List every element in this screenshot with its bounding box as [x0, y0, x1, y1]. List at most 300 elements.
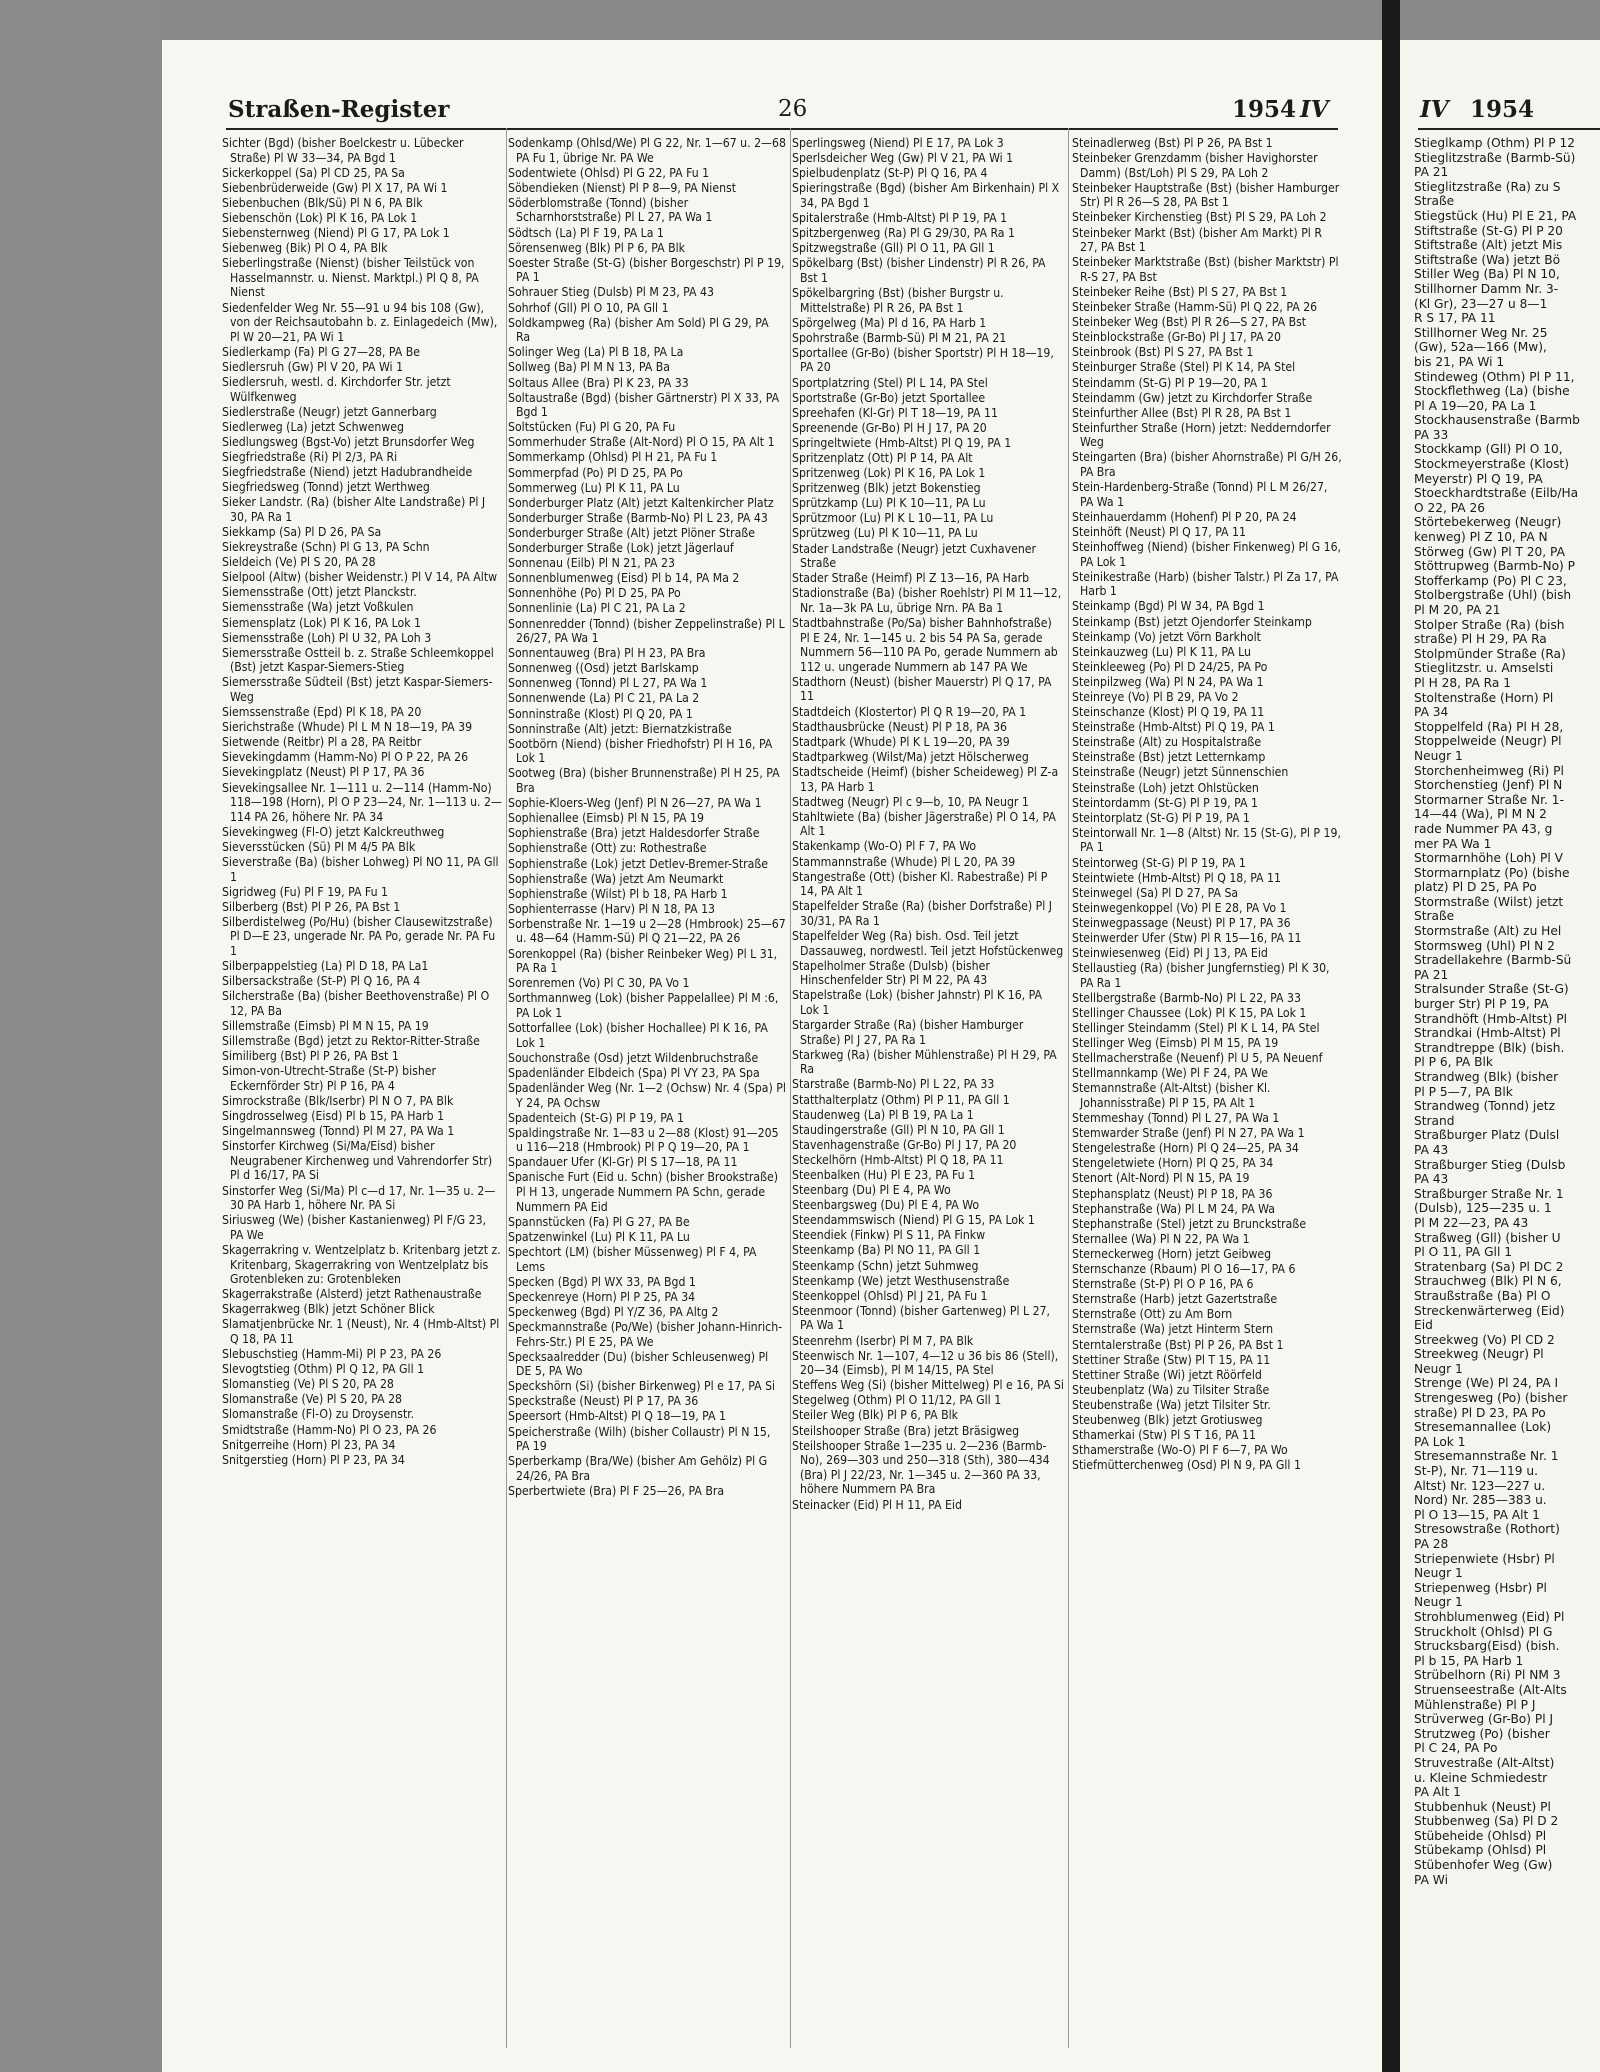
register-entry: Steffens Weg (Si) (bisher Mittelweg) Pl e 16, PA Si	[792, 1378, 1064, 1393]
register-entry: Stakenkamp (Wo-O) Pl F 7, PA Wo	[792, 839, 977, 854]
register-entry-fragment: Pl H 28, PA Ra 1	[1414, 675, 1511, 690]
register-entry: Steendammswisch (Niend) Pl G 15, PA Lok 1	[792, 1213, 1035, 1228]
page-number: 26	[778, 96, 808, 122]
register-entry-fragment: Mühlenstraße) Pl P J	[1414, 1697, 1536, 1712]
register-entry: Sonnenweg (Tonnd) Pl L 27, PA Wa 1	[508, 676, 708, 691]
register-entry: Steenbalken (Hu) Pl E 23, PA Fu 1	[792, 1167, 976, 1182]
register-entry: Smidtstraße (Hamm-No) Pl O 23, PA 26	[222, 1422, 437, 1437]
register-entry: Sperlingsweg (Niend) Pl E 17, PA Lok 3	[792, 136, 1004, 150]
register-entry: Stengelestraße (Horn) Pl Q 24—25, PA 34	[1072, 1141, 1299, 1156]
register-entry-fragment: Stillhorner Weg Nr. 25	[1414, 325, 1548, 340]
register-entry-fragment: (Gw), 52a—166 (Mw),	[1414, 340, 1547, 355]
register-entry: Souchonstraße (Osd) jetzt Wildenbruchstraße	[508, 1050, 759, 1065]
register-entry: Steingarten (Bra) (bisher Ahornstraße) Pl G/H 26, PA Bra	[1072, 450, 1342, 480]
register-entry-fragment: Stralsunder Straße (St-G)	[1414, 982, 1569, 997]
register-entry: Similiberg (Bst) Pl P 26, PA Bst 1	[222, 1049, 399, 1064]
register-entry: Siedlungsweg (Bgst-Vo) jetzt Brunsdorfer Weg	[222, 434, 475, 449]
register-entry: Steinhauerdamm (Hohenf) Pl P 20, PA 24	[1072, 509, 1297, 524]
register-entry: Steinstraße (Hmb-Altst) Pl Q 19, PA 1	[1072, 720, 1275, 735]
register-entry: Stiefmütterchenweg (Osd) Pl N 9, PA Gll 1	[1072, 1458, 1301, 1473]
register-column-2	[508, 136, 786, 1499]
register-entry: Stemannstraße (Alt-Altst) (bisher Kl. Johannisstraße) Pl P 15, PA Alt 1	[1072, 1081, 1271, 1110]
register-entry-fragment: Pl C 24, PA Po	[1414, 1741, 1498, 1756]
register-entry: Steinstraße (Loh) jetzt Ohlstücken	[1072, 780, 1259, 795]
register-entry-fragment: Strenge (We) Pl 24, PA I	[1414, 1376, 1559, 1391]
register-entry: Stellbergstraße (Barmb-No) Pl L 22, PA 33	[1072, 990, 1301, 1005]
register-entry: Stellmacherstraße (Neuenf) Pl U 5, PA Neuenf	[1072, 1051, 1323, 1066]
register-entry-fragment: Pl A 19—20, PA La 1	[1414, 398, 1537, 413]
register-entry: Sommerkamp (Ohlsd) Pl H 21, PA Fu 1	[508, 450, 718, 465]
register-entry: Snitgerstieg (Horn) Pl P 23, PA 34	[222, 1452, 405, 1467]
register-entry-fragment: Stindeweg (Othm) Pl P 11,	[1414, 369, 1575, 384]
register-entry: Stellaustieg (Ra) (bisher Jungfernstieg) Pl K 30, PA Ra 1	[1072, 961, 1330, 990]
register-entry-fragment: PA 33	[1414, 427, 1449, 442]
register-entry: Sternallee (Wa) Pl N 22, PA Wa 1	[1072, 1231, 1250, 1246]
register-column-1	[222, 136, 502, 1468]
register-entry-fragment: Stresowstraße (Rothort)	[1414, 1522, 1560, 1537]
register-entry-fragment: Struvestraße (Alt-Altst)	[1414, 1755, 1555, 1770]
register-entry: Silberberg (Bst) Pl P 26, PA Bst 1	[222, 899, 401, 914]
register-entry: Sigridweg (Fu) Pl F 19, PA Fu 1	[222, 884, 388, 899]
register-entry: Staudingerstraße (Gll) Pl N 10, PA Gll 1	[792, 1122, 1005, 1137]
register-entry: Siekkamp (Sa) Pl D 26, PA Sa	[222, 524, 382, 539]
register-entry-fragment: straße) Pl H 29, PA Ra	[1414, 632, 1547, 647]
register-entry: Sinstorfer Weg (Si/Ma) Pl c—d 17, Nr. 1—35 u. 2—30 PA Harb 1, höhere Nr. PA Si	[222, 1183, 496, 1213]
register-entry-fragment: Stolbergstraße (Uhl) (bish	[1414, 588, 1572, 603]
register-entry-fragment: Stormarner Straße Nr. 1-	[1414, 792, 1564, 807]
register-entry: Sternstraße (Harb) jetzt Gazertstraße	[1072, 1292, 1278, 1307]
register-entry: Slomanstraße (Fl-O) zu Droysenstr.	[222, 1407, 415, 1422]
register-entry: Soldkampweg (Ra) (bisher Am Sold) Pl G 29, PA Ra	[508, 315, 769, 345]
register-entry: Stapelstraße (Lok) (bisher Jahnstr) Pl K 16, PA Lok 1	[792, 988, 1042, 1017]
register-entry-fragment: Neugr 1	[1414, 1595, 1463, 1610]
register-entry-fragment: Stillhorner Damm Nr. 3-	[1414, 281, 1559, 296]
register-entry: Siedlersruh, westl. d. Kirchdorfer Str. jetzt Wülfkenweg	[222, 375, 451, 404]
register-entry-fragment: Stieglkamp (Othm) Pl P 12	[1414, 136, 1576, 150]
register-entry: Spielbudenplatz (St-P) Pl Q 16, PA 4	[792, 166, 988, 181]
register-entry: Sielpool (Altw) (bisher Weidenstr.) Pl V 14, PA Altw	[222, 570, 498, 585]
register-entry: Steinfurther Straße (Horn) jetzt: Nedderndorfer Weg	[1072, 420, 1331, 450]
register-entry: Sohrauer Stieg (Dulsb) Pl M 23, PA 43	[508, 285, 714, 300]
register-entry-fragment: Strutzweg (Po) (bisher	[1414, 1726, 1550, 1741]
register-entry-fragment: Stoeckhardtstraße (Eilb/Ha	[1414, 486, 1579, 501]
register-entry: Södtsch (La) Pl F 19, PA La 1	[508, 225, 664, 240]
register-entry: Stephansplatz (Neust) Pl P 18, PA 36	[1072, 1186, 1273, 1201]
register-entry: Speckenreye (Horn) Pl P 25, PA 34	[508, 1289, 696, 1304]
register-entry: Sohrhof (Gll) Pl O 10, PA Gll 1	[508, 300, 669, 315]
register-entry: Stadthorn (Neust) (bisher Mauerstr) Pl Q 17, PA 11	[792, 674, 1052, 704]
register-entry: Stadtbahnstraße (Po/Sa) bisher Bahnhofstraße) Pl E 24, Nr. 1—145 u. 2 bis 54 PA Sa, gerade Nummern 56—110 PA Po, gerade Nummern ab 112 u. ungerade Nummern ab 147 PA We	[792, 616, 1058, 674]
register-entry-fragment: PA 43	[1414, 1142, 1449, 1157]
register-entry-fragment: Stiegstück (Hu) Pl E 21, PA	[1414, 208, 1577, 223]
register-entry-fragment: Streckenwärterweg (Eid)	[1414, 1303, 1565, 1318]
register-entry: Sonderburger Straße (Lok) jetzt Jägerlauf	[508, 541, 734, 556]
register-entry-fragment: Streekweg (Vo) Pl CD 2	[1414, 1332, 1555, 1347]
register-entry: Steubenstraße (Wa) jetzt Tilsiter Str.	[1072, 1397, 1271, 1412]
register-entry: Spritzenplatz (Ott) Pl P 14, PA Alt	[792, 450, 973, 465]
register-entry: Speicherstraße (Wilh) (bisher Collaustr) Pl N 15, PA 19	[508, 1424, 771, 1454]
register-entry-fragment: Stormarnhöhe (Loh) Pl V	[1414, 851, 1563, 866]
register-entry: Staudenweg (La) Pl B 19, PA La 1	[792, 1107, 974, 1122]
register-entry: Sportstraße (Gr-Bo) jetzt Sportallee	[792, 390, 986, 405]
register-entry: Sommerweg (Lu) Pl K 11, PA Lu	[508, 480, 680, 495]
register-entry: Sommerhuder Straße (Alt-Nord) Pl O 15, PA Alt 1	[508, 435, 775, 450]
register-entry-fragment: Straußstraße (Ba) Pl O	[1414, 1288, 1551, 1303]
register-entry: Steintorwall Nr. 1—8 (Altst) Nr. 15 (St-G), Pl P 19, PA 1	[1072, 825, 1341, 855]
register-entry: Spökelbarg (Bst) (bisher Lindenstr) Pl R 26, PA Bst 1	[792, 256, 1046, 285]
register-entry: Stegelweg (Othm) Pl O 11/12, PA Gll 1	[792, 1393, 1002, 1408]
right-header-rule	[1418, 128, 1600, 130]
register-entry: Skagerrakring v. Wentzelplatz b. Kritenbarg jetzt z. Kritenbarg, Skagerrakring von Wentzelplatz bis Grotenbleken zu: Grotenbleken	[222, 1242, 501, 1287]
register-entry: Siebensternweg (Niend) Pl G 17, PA Lok 1	[222, 226, 450, 241]
register-entry-fragment: rade Nummer PA 43, g	[1414, 821, 1553, 836]
register-entry-fragment: 14—44 (Wa), Pl M N 2	[1414, 807, 1547, 822]
register-entry: Sorbenstraße Nr. 1—19 u 2—28 (Hmbrook) 25—67 u. 48—64 (Hamm-Sü) Pl Q 21—22, PA 26	[508, 916, 786, 946]
register-entry: Steintwiete (Hmb-Altst) Pl Q 18, PA 11	[1072, 870, 1281, 885]
register-entry: Stettiner Straße (Wi) jetzt Röörfeld	[1072, 1367, 1262, 1382]
register-entry-fragment: Pl b 15, PA Harb 1	[1414, 1653, 1524, 1668]
register-entry: Singdrosselweg (Eisd) Pl b 15, PA Harb 1	[222, 1109, 445, 1124]
register-entry: Siemensstraße (Loh) Pl U 32, PA Loh 3	[222, 630, 432, 645]
register-entry: Sievekingplatz (Neust) Pl P 17, PA 36	[222, 765, 425, 780]
register-entry: Sperlsdeicher Weg (Gw) Pl V 21, PA Wi 1	[792, 151, 1014, 166]
register-entry: Silberpappelstieg (La) Pl D 18, PA La1	[222, 959, 429, 974]
register-entry: Steinreye (Vo) Pl B 29, PA Vo 2	[1072, 689, 1239, 704]
register-entry-fragment: Strucksbarg(Eisd) (bish.	[1414, 1639, 1560, 1654]
register-entry: Sillemstraße (Eimsb) Pl M N 15, PA 19	[222, 1019, 429, 1034]
register-entry: Slomanstieg (Ve) Pl S 20, PA 28	[222, 1377, 394, 1392]
register-entry: Steinikestraße (Harb) (bisher Talstr.) Pl Za 17, PA Harb 1	[1072, 569, 1339, 599]
register-entry: Siemssenstraße (Epd) Pl K 18, PA 20	[222, 705, 422, 720]
register-entry: Siekreystraße (Schn) Pl G 13, PA Schn	[222, 540, 430, 555]
register-entry: Stadionstraße (Ba) (bisher Roehlstr) Pl M 11—12, Nr. 1a—3k PA Lu, übrige Nrn. PA Ba 1	[792, 586, 1062, 615]
register-entry-fragment: (Dulsb), 125—235 u. 1	[1414, 1201, 1552, 1216]
register-entry: Steinburger Straße (Stel) Pl K 14, PA Stel	[1072, 360, 1296, 375]
right-register-column	[1414, 136, 1600, 1887]
register-entry: Spadenländer Elbdeich (Spa) Pl VY 23, PA Spa	[508, 1065, 760, 1080]
register-entry: Stadtpark (Whude) Pl K L 19—20, PA 39	[792, 734, 1010, 749]
register-entry: Söderblomstraße (Tonnd) (bisher Scharnhorststraße) Pl L 27, PA Wa 1	[508, 195, 713, 225]
register-entry: Siebenbuchen (Blk/Sü) Pl N 6, PA Blk	[222, 195, 423, 210]
register-entry-fragment: platz) Pl D 25, PA Po	[1414, 880, 1537, 895]
register-entry: Siemersstraße Südteil (Bst) jetzt Kaspar-Siemers-Weg	[222, 675, 493, 704]
register-entry: Spandauer Ufer (Kl-Gr) Pl S 17—18, PA 11	[508, 1155, 738, 1170]
register-entry: Steenkamp (Schn) jetzt Suhmweg	[792, 1258, 979, 1273]
column-rule-2	[790, 128, 791, 2048]
register-entry-fragment: Straßweg (Gll) (bisher U	[1414, 1230, 1561, 1245]
register-entry-fragment: Neugr 1	[1414, 1566, 1463, 1581]
register-entry: Siebenschön (Lok) Pl K 16, PA Lok 1	[222, 210, 418, 225]
register-entry: Steinkleeweg (Po) Pl D 24/25, PA Po	[1072, 659, 1268, 674]
register-entry: Steinacker (Eid) Pl H 11, PA Eid	[792, 1497, 962, 1512]
register-entry: Sonderburger Straße (Barmb-No) Pl L 23, PA 43	[508, 510, 768, 525]
register-entry: Steinbeker Marktstraße (Bst) (bisher Marktstr) Pl R-S 27, PA Bst	[1072, 255, 1339, 284]
register-entry: Stapelfelder Straße (Ra) (bisher Dorfstraße) Pl J 30/31, PA Ra 1	[792, 899, 1053, 928]
register-entry-fragment: Stiftstraße (Wa) jetzt Bö	[1414, 252, 1561, 267]
register-entry: Steinbeker Markt (Bst) (bisher Am Markt) Pl R 27, PA Bst 1	[1072, 225, 1322, 255]
register-entry: Sietwende (Reitbr) Pl a 28, PA Reitbr	[222, 735, 422, 750]
column-rule-1	[506, 128, 507, 2048]
register-entry-fragment: straße) Pl D 23, PA Po	[1414, 1405, 1546, 1420]
register-entry: Siebenweg (Bik) Pl O 4, PA Blk	[222, 241, 388, 256]
register-entry-fragment: PA 28	[1414, 1537, 1449, 1551]
register-entry-fragment: Nord) Nr. 285—383 u.	[1414, 1493, 1547, 1508]
column-rule-3	[1068, 128, 1069, 2048]
register-entry: Stemmeshay (Tonnd) Pl L 27, PA Wa 1	[1072, 1111, 1280, 1126]
register-entry-fragment: Eid	[1414, 1318, 1433, 1333]
register-entry: Snitgerreihe (Horn) Pl 23, PA 34	[222, 1437, 396, 1452]
register-entry-fragment: Stubbenhuk (Neust) Pl	[1414, 1799, 1551, 1814]
register-entry: Silbersackstraße (St-P) Pl Q 16, PA 4	[222, 974, 421, 989]
register-entry: Stellinger Weg (Eimsb) Pl M 15, PA 19	[1072, 1036, 1279, 1051]
register-entry: Siebenbrüderweide (Gw) Pl X 17, PA Wi 1	[222, 180, 448, 195]
register-entry: Sonnenhöhe (Po) Pl D 25, PA Po	[508, 586, 681, 601]
register-entry: Slomanstraße (Ve) Pl S 20, PA 28	[222, 1392, 403, 1407]
register-entry: Starkweg (Ra) (bisher Mühlenstraße) Pl H 29, PA Ra	[792, 1047, 1057, 1077]
register-entry: Steenkamp (We) jetzt Westhusenstraße	[792, 1273, 1010, 1288]
register-entry: Silberdistelweg (Po/Hu) (bisher Clausewitzstraße) Pl D—E 23, ungerade Nr. PA Po, gerade Nr. PA Fu 1	[222, 914, 496, 959]
register-entry: Spatzenwinkel (Lu) Pl K 11, PA Lu	[508, 1229, 690, 1244]
register-entry: Sportallee (Gr-Bo) (bisher Sportstr) Pl H 18—19, PA 20	[792, 345, 1054, 375]
register-entry: Sophienterrasse (Harv) Pl N 18, PA 13	[508, 901, 716, 916]
register-entry: Sorthmannweg (Lok) (bisher Pappelallee) Pl M :6, PA Lok 1	[508, 991, 779, 1020]
register-entry-fragment: Stolpmünder Straße (Ra)	[1414, 646, 1566, 661]
register-entry: Spechtort (LM) (bisher Müssenweg) Pl F 4, PA Lems	[508, 1244, 757, 1274]
register-entry-fragment: PA Alt 1	[1414, 1785, 1461, 1800]
register-entry: Siedlerweg (La) jetzt Schwenweg	[222, 419, 404, 434]
register-entry-fragment: Straßburger Platz (Dulsl	[1414, 1128, 1560, 1143]
register-entry-fragment: Stockkamp (Gll) Pl O 10,	[1414, 442, 1563, 457]
register-entry: Spohrstraße (Barmb-Sü) Pl M 21, PA 21	[792, 330, 1007, 345]
register-entry: Sperberkamp (Bra/We) (bisher Am Gehölz) Pl G 24/26, PA Bra	[508, 1454, 768, 1483]
register-entry-fragment: Strandweg (Blk) (bisher	[1414, 1070, 1559, 1084]
register-entry: Siegfriedsweg (Tonnd) jetzt Werthweg	[222, 480, 430, 495]
register-entry: Soltaustraße (Bgd) (bisher Gärtnerstr) Pl X 33, PA Bgd 1	[508, 390, 780, 420]
register-entry: Sorenremen (Vo) Pl C 30, PA Vo 1	[508, 976, 690, 991]
register-entry-fragment: burger Str) Pl P 19, PA	[1414, 997, 1549, 1012]
register-entry: Sonnenau (Eilb) Pl N 21, PA 23	[508, 556, 675, 571]
register-entry: Spitzbergenweg (Ra) Pl G 29/30, PA Ra 1	[792, 226, 1015, 241]
register-entry: Specken (Bgd) Pl WX 33, PA Bgd 1	[508, 1274, 696, 1289]
register-entry-fragment: Strandhöft (Hmb-Altst) Pl	[1414, 1011, 1568, 1026]
register-entry: Siemensplatz (Lok) Pl K 16, PA Lok 1	[222, 615, 422, 630]
register-entry-fragment: PA 43	[1414, 1172, 1449, 1187]
register-entry: Stammannstraße (Whude) Pl L 20, PA 39	[792, 854, 1016, 869]
register-entry: Sottorfallee (Lok) (bisher Hochallee) Pl K 16, PA Lok 1	[508, 1021, 768, 1050]
register-entry: Spadenteich (St-G) Pl P 19, PA 1	[508, 1110, 684, 1125]
register-entry: Sinstorfer Kirchweg (Si/Ma/Eisd) bisher Neugrabener Kirchenweg und Vahrendorfer Str) Pl d 16/17, PA Si	[222, 1139, 493, 1183]
register-entry: Steubenplatz (Wa) zu Tilsiter Straße	[1072, 1382, 1270, 1397]
register-entry: Stadtscheide (Heimf) (bisher Scheideweg) Pl Z-a 13, PA Harb 1	[792, 764, 1059, 794]
register-entry: Sievekingsallee Nr. 1—111 u. 2—114 (Hamm-No) 118—198 (Horn), Pl O P 23—24, Nr. 1—113 u. 2—114 PA 26, höhere Nr. PA 34	[222, 780, 502, 824]
register-entry-fragment: Strengesweg (Po) (bisher	[1414, 1391, 1568, 1406]
register-entry: Steindamm (St-G) Pl P 19—20, PA 1	[1072, 375, 1268, 390]
register-entry: Steinstraße (Bst) jetzt Letternkamp	[1072, 750, 1266, 765]
register-entry-fragment: Stiller Weg (Ba) Pl N 10,	[1414, 267, 1560, 282]
register-entry: Sodentwiete (Ohlsd) Pl G 22, PA Fu 1	[508, 165, 710, 180]
register-entry-fragment: Neugr 1	[1414, 1361, 1463, 1376]
register-entry: Springeltwiete (Hmb-Altst) Pl Q 19, PA 1	[792, 435, 1012, 450]
register-entry: Siriusweg (We) (bisher Kastanienweg) Pl F/G 23, PA We	[222, 1213, 487, 1242]
register-entry: Steinfurther Allee (Bst) Pl R 28, PA Bst 1	[1072, 405, 1292, 420]
register-entry: Steinbeker Reihe (Bst) Pl S 27, PA Bst 1	[1072, 284, 1288, 299]
register-entry: Steenbarg (Du) Pl E 4, PA Wo	[792, 1183, 951, 1198]
register-entry: Silcherstraße (Ba) (bisher Beethovenstraße) Pl O 12, PA Ba	[222, 989, 490, 1018]
register-entry: Specksaalredder (Du) (bisher Schleusenweg) Pl DE 5, PA Wo	[508, 1349, 769, 1379]
register-entry: Sodenkamp (Ohlsd/We) Pl G 22, Nr. 1—67 u. 2—68 PA Fu 1, übrige Nr. PA We	[508, 136, 786, 165]
register-entry: Steindamm (Gw) jetzt zu Kirchdorfer Straße	[1072, 390, 1313, 405]
register-entry: Steinkauzweg (Lu) Pl K 11, PA Lu	[1072, 644, 1251, 659]
register-entry: Steinhoffweg (Niend) (bisher Finkenweg) Pl G 16, PA Lok 1	[1072, 540, 1342, 569]
register-entry-fragment: Streekweg (Neugr) Pl	[1414, 1347, 1544, 1362]
register-entry-fragment: Stieglitzstraße (Ra) zu S	[1414, 179, 1561, 194]
register-entry-fragment: Storchenstieg (Jenf) Pl N	[1414, 778, 1563, 793]
register-entry: Siemensstraße (Ott) jetzt Planckstr.	[222, 585, 417, 600]
register-entry: Sternschanze (Rbaum) Pl O 16—17, PA 6	[1072, 1262, 1296, 1277]
register-entry: Sievekingweg (Fl-O) jetzt Kalckreuthweg	[222, 824, 445, 839]
register-entry-fragment: Neugr 1	[1414, 748, 1463, 763]
register-entry: Slamatjenbrücke Nr. 1 (Neust), Nr. 4 (Hmb-Altst) Pl Q 18, PA 11	[222, 1317, 500, 1346]
register-entry-fragment: Stresemannallee (Lok)	[1414, 1420, 1552, 1435]
register-entry: Sonnentauweg (Bra) Pl H 23, PA Bra	[508, 646, 706, 661]
register-entry: Stader Landstraße (Neugr) jetzt Cuxhavener Straße	[792, 541, 1037, 571]
register-entry: Steinwiesenweg (Eid) Pl J 13, PA Eid	[1072, 946, 1268, 961]
right-header-volume: IV	[1420, 96, 1449, 123]
register-entry-fragment: Strauchweg (Blk) Pl N 6,	[1414, 1274, 1562, 1289]
register-entry: Sonnenblumenweg (Eisd) Pl b 14, PA Ma 2	[508, 571, 740, 586]
register-entry: Stapelholmer Straße (Dulsb) (bisher Hinschenfelder Str) Pl M 22, PA 43	[792, 958, 990, 988]
register-entry-fragment: R S 17, PA 11	[1414, 311, 1496, 326]
register-entry-fragment: Stormstraße (Wilst) jetzt	[1414, 894, 1564, 909]
register-entry-fragment: Stiftstraße (Alt) jetzt Mis	[1414, 238, 1563, 253]
register-entry-fragment: mer PA Wa 1	[1414, 836, 1492, 851]
register-entry: Sonninstraße (Klost) Pl Q 20, PA 1	[508, 706, 693, 721]
register-entry: Stadtdeich (Klostertor) Pl Q R 19—20, PA 1	[792, 704, 1027, 719]
register-entry: Soltstücken (Fu) Pl G 20, PA Fu	[508, 420, 676, 435]
register-entry: Steinkamp (Bst) jetzt Ojendorfer Steinkamp	[1072, 614, 1312, 629]
register-entry: Steinblockstraße (Gr-Bo) Pl J 17, PA 20	[1072, 330, 1282, 345]
register-column-3	[792, 136, 1064, 1513]
register-entry: Sophienstraße (Bra) jetzt Haldesdorfer Straße	[508, 826, 760, 841]
register-entry: Slevogtstieg (Othm) Pl Q 12, PA Gll 1	[222, 1362, 425, 1377]
register-entry: Steiler Weg (Blk) Pl P 6, PA Blk	[792, 1408, 959, 1423]
register-entry: Sterneckerweg (Horn) jetzt Geibweg	[1072, 1246, 1272, 1261]
header-title: Straßen-Register	[228, 96, 450, 123]
register-entry: Sootweg (Bra) (bisher Brunnenstraße) Pl H 25, PA Bra	[508, 766, 780, 796]
register-entry-fragment: PA Lok 1	[1414, 1434, 1466, 1449]
register-entry: Singelmannsweg (Tonnd) Pl M 27, PA Wa 1	[222, 1124, 455, 1139]
register-entry-fragment: Stübekamp (Ohlsd) Pl	[1414, 1843, 1547, 1858]
register-entry: Stadtweg (Neugr) Pl c 9—b, 10, PA Neugr 1	[792, 794, 1029, 809]
register-entry-fragment: Stieglitzstr. u. Amselsti	[1414, 661, 1554, 676]
register-entry: Stettiner Straße (Stw) Pl T 15, PA 11	[1072, 1352, 1271, 1367]
register-entry: Steinbrook (Bst) Pl S 27, PA Bst 1	[1072, 345, 1254, 360]
register-entry: Sportplatzring (Stel) Pl L 14, PA Stel	[792, 375, 988, 390]
register-entry-fragment: Pl P 6, PA Blk	[1414, 1055, 1493, 1070]
register-entry: Sieberlingstraße (Nienst) (bisher Teilstück von Hasselmannstr. u. Nienst. Marktpl.) Pl Q 8, PA Nienst	[222, 256, 479, 300]
register-entry: Stellmannkamp (We) Pl F 24, PA We	[1072, 1066, 1268, 1081]
register-entry-fragment: Straßburger Straße Nr. 1	[1414, 1186, 1564, 1201]
register-entry-fragment: Strandweg (Tonnd) jetz	[1414, 1099, 1555, 1114]
register-entry: Steinhöft (Neust) Pl Q 17, PA 11	[1072, 524, 1246, 539]
register-entry: Siedenfelder Weg Nr. 55—91 u 94 bis 108 (Gw), von der Reichsautobahn b. z. Einlagedeich (Mw), Pl W 20—21, PA Wi 1	[222, 300, 498, 344]
register-entry: Steinbeker Straße (Hamm-Sü) Pl Q 22, PA 26	[1072, 300, 1318, 315]
register-entry: Sickerkoppel (Sa) Pl CD 25, PA Sa	[222, 165, 405, 180]
register-entry: Sperbertwiete (Bra) Pl F 25—26, PA Bra	[508, 1483, 725, 1498]
register-entry: Speckstraße (Neust) Pl P 17, PA 36	[508, 1394, 699, 1409]
register-entry: Steenmoor (Tonnd) (bisher Gartenweg) Pl L 27, PA Wa 1	[792, 1303, 1051, 1333]
register-entry: Sprützkamp (Lu) Pl K 10—11, PA Lu	[792, 496, 986, 511]
register-entry: Steinbeker Hauptstraße (Bst) (bisher Hamburger Str) Pl R 26—S 28, PA Bst 1	[1072, 180, 1340, 210]
register-entry-fragment: Pl O 11, PA Gll 1	[1414, 1245, 1512, 1260]
register-entry: Sieker Landstr. (Ra) (bisher Alte Landstraße) Pl J 30, PA Ra 1	[222, 495, 486, 524]
register-entry: Sonnenredder (Tonnd) (bisher Zeppelinstraße) Pl L 26/27, PA Wa 1	[508, 616, 785, 646]
register-entry-fragment: Strandkai (Hmb-Altst) Pl	[1414, 1026, 1561, 1041]
register-entry: Steenkoppel (Ohlsd) Pl J 21, PA Fu 1	[792, 1288, 988, 1303]
register-entry: Sterntalerstraße (Bst) Pl P 26, PA Bst 1	[1072, 1337, 1284, 1352]
register-entry: Sophienallee (Eimsb) Pl N 15, PA 19	[508, 811, 704, 826]
register-entry: Steilshooper Straße (Bra) jetzt Bräsigweg	[792, 1423, 1020, 1438]
register-entry: Stellinger Steindamm (Stel) Pl K L 14, PA Stel	[1072, 1021, 1320, 1036]
register-entry: Steintorweg (St-G) Pl P 19, PA 1	[1072, 855, 1246, 870]
register-entry: Sophienstraße (Wa) jetzt Am Neumarkt	[508, 871, 724, 886]
register-entry: Sootbörn (Niend) (bisher Friedhofstr) Pl H 16, PA Lok 1	[508, 736, 773, 766]
register-entry: Spitalerstraße (Hmb-Altst) Pl P 19, PA 1	[792, 210, 1008, 225]
register-entry: Steinschanze (Klost) Pl Q 19, PA 11	[1072, 705, 1265, 720]
register-entry: Steenrehm (Iserbr) Pl M 7, PA Blk	[792, 1333, 974, 1348]
register-entry-fragment: Struenseestraße (Alt-Alts	[1414, 1682, 1567, 1697]
register-entry-fragment: Stoppelweide (Neugr) Pl	[1414, 734, 1562, 749]
register-entry: Spadenländer Weg (Nr. 1—2 (Ochsw) Nr. 4 (Spa) Pl Y 24, PA Ochsw	[508, 1080, 786, 1110]
register-entry: Steintordamm (St-G) Pl P 19, PA 1	[1072, 795, 1258, 810]
register-entry: Speckmannstraße (Po/We) (bisher Johann-Hinrich-Fehrs-Str.) Pl E 25, PA We	[508, 1319, 783, 1349]
register-entry: Sonderburger Platz (Alt) jetzt Kaltenkircher Platz	[508, 495, 774, 510]
register-entry-fragment: Strüverweg (Gr-Bo) Pl J	[1414, 1712, 1554, 1727]
register-entry: Steinstraße (Neugr) jetzt Sünnenschien	[1072, 765, 1289, 780]
register-entry: Sophienstraße (Lok) jetzt Detlev-Bremer-Straße	[508, 856, 769, 871]
register-entry: Sthamerstraße (Wo-O) Pl F 6—7, PA Wo	[1072, 1443, 1288, 1458]
register-entry: Steubenweg (Blk) jetzt Grotiusweg	[1072, 1412, 1263, 1427]
register-entry: Sprützweg (Lu) Pl K 10—11, PA Lu	[792, 526, 978, 541]
header-volume: IV	[1300, 96, 1329, 123]
register-entry: Stephanstraße (Stel) jetzt zu Brunckstraße	[1072, 1216, 1307, 1231]
register-entry: Soester Straße (St-G) (bisher Borgeschstr) Pl P 19, PA 1	[508, 255, 785, 285]
register-entry: Steinbeker Kirchenstieg (Bst) Pl S 29, PA Loh 2	[1072, 210, 1327, 225]
register-entry: Sonnenweg ((Osd) jetzt Barlskamp	[508, 661, 699, 676]
register-entry: Sthamerkai (Stw) Pl S T 16, PA 11	[1072, 1428, 1256, 1443]
register-entry: Steinbeker Grenzdamm (bisher Havighorster Damm) (Bst/Loh) Pl S 29, PA Loh 2	[1072, 151, 1318, 180]
register-entry: Stader Straße (Heimf) Pl Z 13—16, PA Harb	[792, 571, 1030, 586]
register-entry: Sorenkoppel (Ra) (bisher Reinbeker Weg) Pl L 31, PA Ra 1	[508, 946, 778, 976]
register-entry: Sommerpfad (Po) Pl D 25, PA Po	[508, 465, 683, 480]
register-entry: Simon-von-Utrecht-Straße (St-P) bisher Eckernförder Str) Pl P 16, PA 4	[222, 1064, 437, 1093]
register-entry: Sophie-Kloers-Weg (Jenf) Pl N 26—27, PA Wa 1	[508, 796, 762, 811]
register-entry: Spreehafen (Kl-Gr) Pl T 18—19, PA 11	[792, 405, 998, 420]
register-entry: Spannstücken (Fa) Pl G 27, PA Be	[508, 1214, 690, 1229]
register-entry: Siegfriedstraße (Niend) jetzt Hadubrandheide	[222, 465, 473, 480]
register-entry: Sternstraße (Ott) zu Am Born	[1072, 1307, 1233, 1322]
register-entry: Sillemstraße (Bgd) jetzt zu Rektor-Ritter-Straße	[222, 1034, 480, 1049]
register-entry-fragment: Stiftstraße (St-G) Pl P 20	[1414, 223, 1563, 238]
register-entry-fragment: Stolper Straße (Ra) (bish	[1414, 617, 1565, 632]
register-entry-fragment: u. Kleine Schmiedestr	[1414, 1770, 1548, 1785]
book-gutter	[1382, 0, 1400, 2072]
register-column-4	[1072, 136, 1342, 1473]
register-entry: Steinwegpassage (Neust) Pl P 17, PA 36	[1072, 915, 1291, 930]
register-entry-fragment: PA 34	[1414, 705, 1449, 720]
register-entry-fragment: Strübelhorn (Ri) Pl NM 3	[1414, 1668, 1561, 1683]
register-entry-fragment: Pl M 22—23, PA 43	[1414, 1215, 1529, 1230]
